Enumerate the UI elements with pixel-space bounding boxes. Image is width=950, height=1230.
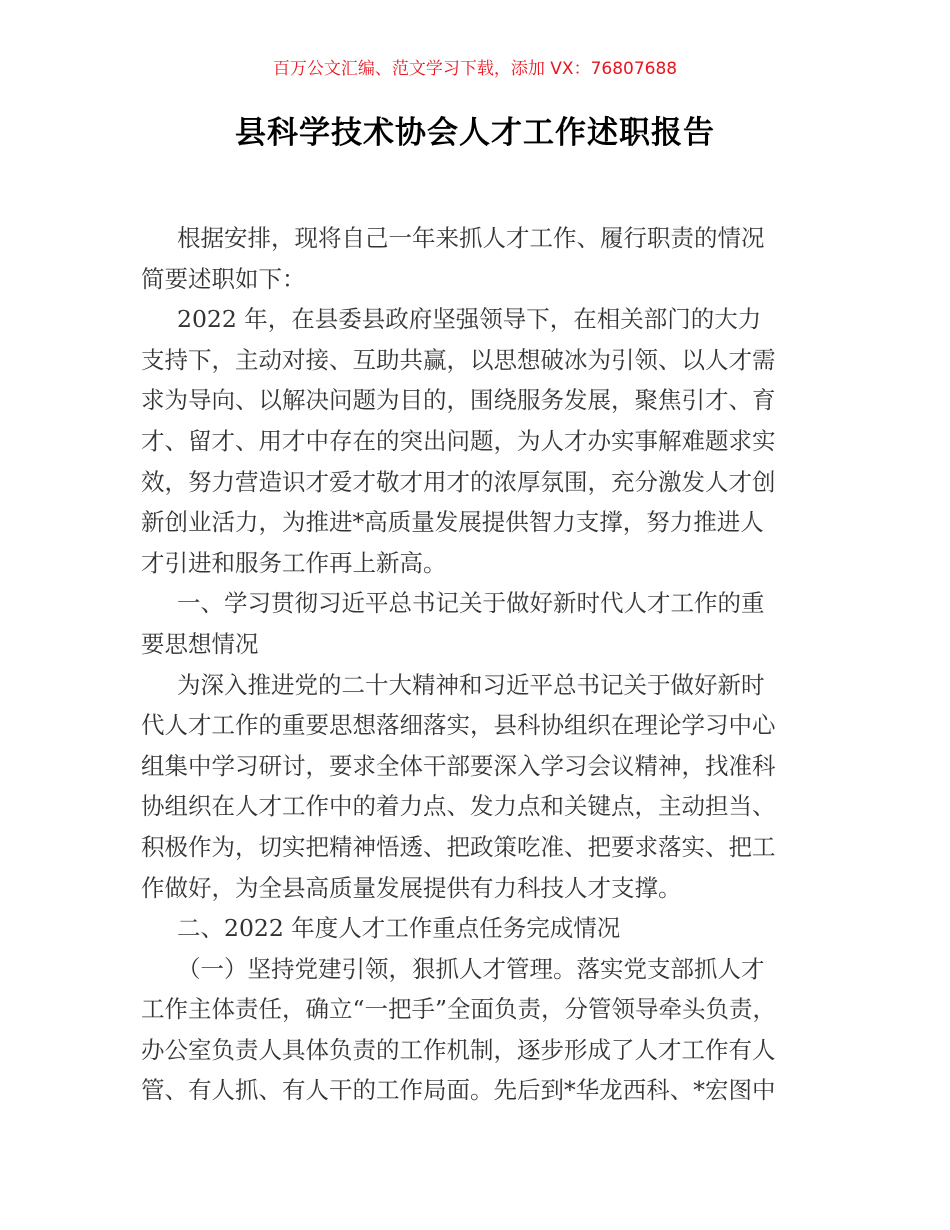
- text-line: 积极作为，切实把精神悟透、把政策吃准、把要求落实、把工: [141, 832, 776, 861]
- text-line: 管、有人抓、有人干的工作局面。先后到*华龙西科、*宏图中: [141, 1076, 776, 1105]
- text-line: 新创业活力，为推进*高质量发展提供智力支撑，努力推进人: [141, 508, 764, 537]
- text-line: 为深入推进党的二十大精神和习近平总书记关于做好新时: [177, 670, 765, 699]
- page-title: 县科学技术协会人才工作述职报告: [235, 115, 715, 151]
- section-2-heading: [141, 908, 831, 949]
- text-line: 要思想情况: [141, 629, 259, 658]
- text-line: 作做好，为全县高质量发展提供有力科技人才支撑。: [141, 873, 682, 902]
- text-line: 根据安排，现将自己一年来抓人才工作、履行职责的情况: [177, 224, 765, 252]
- text-line: 2022 年，在县委县政府坚强领导下，在相关部门的大力: [177, 305, 762, 334]
- paragraph-intro: [141, 218, 831, 299]
- text-line: 求为导向、以解决问题为目的，围绕服务发展，聚焦引才、育: [141, 386, 776, 415]
- text-line: 组集中学习研讨，要求全体干部要深入学习会议精神，找准科: [141, 751, 776, 780]
- text-line: 效，努力营造识才爱才敬才用才的浓厚氛围，充分激发人才创: [141, 467, 776, 496]
- document-body: [141, 218, 831, 1111]
- text-line: 才、留才、用才中存在的突出问题，为人才办实事解难题求实: [141, 426, 776, 455]
- section-1-body: [141, 665, 831, 909]
- section-2-1-body: [141, 949, 831, 1111]
- section-1-heading: [141, 583, 831, 664]
- text-line: 办公室负责人具体负责的工作机制，逐步形成了人才工作有人: [141, 1035, 776, 1064]
- text-line: 一、学习贯彻习近平总书记关于做好新时代人才工作的重: [177, 589, 765, 618]
- text-line: 简要述职如下：: [141, 264, 306, 293]
- paragraph-overview: [141, 299, 831, 583]
- text-line: 支持下，主动对接、互助共赢，以思想破冰为引领、以人才需: [141, 345, 776, 374]
- text-line: 二、2022 年度人才工作重点任务完成情况: [177, 914, 621, 943]
- text-line: 协组织在人才工作中的着力点、发力点和关键点，主动担当、: [141, 792, 776, 821]
- text-line: （一）坚持党建引领，狠抓人才管理。落实党支部抓人才: [177, 954, 765, 983]
- text-line: 才引进和服务工作再上新高。: [141, 548, 447, 577]
- text-line: 工作主体责任，确立“一把手”全面负责，分管领导牵头负责，: [141, 995, 777, 1024]
- text-line: 代人才工作的重要思想落细落实，县科协组织在理论学习中心: [141, 711, 776, 740]
- watermark-banner: 百万公文汇编、范文学习下载，添加 VX：76807688: [272, 59, 678, 79]
